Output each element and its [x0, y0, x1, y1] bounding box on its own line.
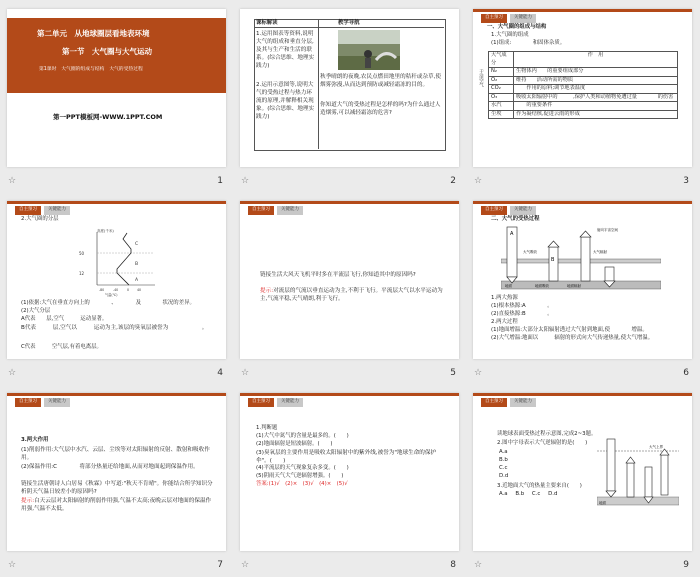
star-icon[interactable]: ☆: [474, 176, 483, 186]
sub-heading: 1.大气圈的组成: [491, 32, 529, 38]
slide-thumb-9[interactable]: [466, 384, 699, 576]
slide-number: 6: [683, 368, 689, 378]
weakening-effect: (1)削弱作用:大气层中水汽、云层、尘埃等对太阳辐射的反射、散射和吸收作用。: [21, 447, 210, 462]
question-3: 3.近地面大气的热量主要来自( ): [497, 483, 582, 489]
slide-9[interactable]: [473, 393, 692, 551]
hint-label: 提示:: [260, 288, 274, 294]
q2-option-b[interactable]: B.b: [499, 457, 508, 463]
farm-photo: [338, 30, 400, 70]
scenario-text: 秋季晴朗的夜晚,农民点燃田地里的秸秆或杂草,使烟雾弥漫,从而达到预防或减轻霜冻的目的。: [320, 74, 442, 89]
label-ground: 地面: [599, 501, 606, 505]
q3-option-c[interactable]: C.c: [531, 491, 541, 497]
dry-air-label: 干洁空气: [478, 69, 484, 87]
star-icon[interactable]: ☆: [8, 176, 17, 186]
standard-1: 1.运用图表等资料,说明大气的组成和垂直分层,及其与生产和生活的联系。(综合思维、地理实践力): [256, 31, 315, 70]
question-2: (2)大气分层: [21, 308, 51, 314]
label-top: 大气上界: [649, 445, 663, 449]
q2-option-d[interactable]: D.d: [499, 473, 509, 479]
item-2: (2)地面辐射是短波辐射。( ): [256, 441, 333, 447]
slide-8[interactable]: [240, 393, 459, 551]
label-ground-absorb: 地面吸收: [535, 284, 549, 288]
item-1: (1)大气中氮气的含量是最多的。( ): [256, 433, 349, 439]
star-icon[interactable]: ☆: [8, 368, 17, 378]
tab-ability: 关键能力: [44, 398, 70, 407]
slide-thumb-2[interactable]: [233, 0, 466, 192]
svg-text:40: 40: [137, 288, 142, 292]
slide-number: 5: [450, 368, 456, 378]
lesson-title: 第1课时 大气圈的组成与结构 大气的受热过程: [39, 67, 143, 72]
slide-thumb-1[interactable]: [0, 0, 233, 192]
slide-number: 7: [217, 560, 223, 570]
slide-5[interactable]: [240, 201, 459, 359]
q3-option-b[interactable]: B.b: [515, 491, 525, 497]
slide-thumb-7[interactable]: [0, 384, 233, 576]
label-A: A: [510, 231, 514, 237]
question-4: B代表 层,空气以 运动为主,该层的臭氧层被誉为 。: [21, 325, 208, 331]
tab-preview: 自主预习: [15, 398, 41, 407]
linkage-question: 链接生活大风天飞机平时多在平流层飞行,你知道其中的原因吗?: [260, 272, 416, 278]
slide-thumb-6[interactable]: [466, 192, 699, 384]
question-3: A代表 层,空气 运动显著。: [21, 316, 108, 322]
level-50: 50: [79, 251, 85, 256]
slide-thumb-3[interactable]: [466, 0, 699, 192]
answer-label: 答案:: [256, 481, 269, 487]
standard-2: 2.运用示意图等,说明大气的受热过程与热力环流的原理,并解释相关现象。(综合思维、地理实践力): [256, 82, 315, 121]
question-2: 2.图中字母表示大气逆辐射的是( ): [497, 440, 588, 446]
slide-7[interactable]: [7, 393, 226, 551]
q2-option-c[interactable]: C.c: [499, 465, 508, 471]
scenario-question: 你知道大气的受热过程是怎样的吗?为什么通过人造烟雾,可以减轻霜冻的危害?: [320, 102, 441, 117]
level-12: 12: [79, 271, 85, 276]
col-header-2: 教学导航: [338, 20, 360, 26]
tab-preview: 自主预习: [248, 398, 274, 407]
tab-preview: 自主预习: [481, 398, 507, 407]
unit-title: 第二单元 从地球圈层看地表环境: [37, 29, 150, 38]
hint-label: 提示:: [21, 498, 35, 504]
star-icon[interactable]: ☆: [241, 176, 250, 186]
slide-number: 1: [217, 176, 223, 186]
answer-line: [256, 481, 348, 489]
tab-preview: 自主预习: [481, 14, 507, 23]
item-4: (4)平流层的天气现象复杂多变。( ): [256, 465, 349, 471]
hint-block: [21, 497, 216, 513]
label-B: B: [551, 257, 555, 263]
slide-number: 4: [217, 368, 223, 378]
section-heading: 3.两大作用: [21, 437, 49, 443]
tab-ability: 关键能力: [510, 398, 536, 407]
line-1: 1.两大热源: [491, 295, 518, 301]
section-heading: 一、大气圈的组成与结构: [487, 24, 547, 30]
intro: 读地球表面受热过程示意图,完成2~3题。: [497, 431, 597, 437]
layer-C: C: [135, 242, 139, 247]
svg-text:-80: -80: [99, 288, 105, 292]
item-5: (5)阴雨天气大气逆辐射增强。( ): [256, 473, 344, 479]
slide-thumb-4[interactable]: [0, 192, 233, 384]
slide-number: 3: [683, 176, 689, 186]
slide-1[interactable]: [7, 9, 226, 167]
farm-photo-icon: [338, 30, 400, 70]
label-absorb: 大气吸收: [523, 250, 537, 254]
tab-ability: 关键能力: [44, 206, 70, 215]
svg-text:-40: -40: [113, 288, 119, 292]
line-4: 2.两大过程: [491, 319, 518, 325]
question-5: C代表 空气层,有着电离层。: [21, 344, 102, 350]
line-5: (1)地面增温:大部分太阳辐射透过大气射到地面,使 增温。: [491, 327, 648, 333]
tab-ability: 关键能力: [277, 206, 303, 215]
slide-number: 8: [450, 560, 456, 570]
label-space: 射向宇宙空间: [597, 228, 618, 232]
x-axis-label: 气温(℃): [105, 293, 118, 297]
star-icon[interactable]: ☆: [474, 368, 483, 378]
tab-ability: 关键能力: [277, 398, 303, 407]
section-heading: 2.大气圈的分层: [21, 216, 59, 222]
composition-line: (1)组成: 和固体杂质。: [491, 40, 566, 46]
line-3: (2)直接热源:B 。: [491, 311, 553, 317]
label-ground-rad: 地面辐射: [567, 284, 581, 288]
tab-preview: 自主预习: [481, 206, 507, 215]
q3-option-a[interactable]: A.a: [499, 491, 508, 497]
linkage-question: 链接生活唐朝诗人白居易《秋霖》中写道:"秋天不肯晴"。你能结合所学知识分析阴天气温日较差小的原因吗?: [21, 481, 213, 496]
footer-site: 第一PPT模板网-WWW.1PPT.COM: [53, 113, 163, 121]
y-axis-label: 高度(千米): [97, 229, 114, 233]
svg-text:0: 0: [127, 288, 130, 292]
slide-3[interactable]: [473, 9, 692, 167]
insulation-effect: (2)保温作用:C 将部分热量还给地面,从而对地面起到保温作用。: [21, 464, 199, 470]
hint-block: [260, 287, 445, 303]
q3-options: [499, 491, 557, 499]
star-icon[interactable]: ☆: [8, 560, 17, 570]
label-atm-rad: 大气辐射: [593, 250, 607, 254]
layer-A: A: [135, 278, 139, 283]
layer-B: B: [135, 262, 139, 267]
slide-thumb-8[interactable]: [233, 384, 466, 576]
hint-text: 对流层的气流以垂直运动为主,不利于飞行。平流层大气以水平运动为主,气流平稳,天气晴朗,利于飞行。: [260, 288, 443, 303]
heating-process-diagram: [501, 223, 661, 293]
star-icon[interactable]: ☆: [474, 560, 483, 570]
slide-6[interactable]: [473, 201, 692, 359]
label-ground: 地面: [505, 284, 512, 288]
tab-preview: 自主预习: [248, 206, 274, 215]
atmosphere-table: 大气成分 作 用 N₂ 生物体内 的重要组成部分 O₂ 维持 活动所需的物质 CO₂ 作用的原料;调节地表温度 O₃ 吸收太阳辐射中的 ,保护人类和动植物免遭过量 的伤害 水汽 的重要条件 尘埃 作为凝结核,促进云雨的形成: [488, 51, 678, 119]
line-6: (2)大气增温:地面以 辐射的形式向大气传递热量,使大气增温。: [491, 335, 654, 341]
slide-thumb-5[interactable]: [233, 192, 466, 384]
slide-number: 9: [683, 560, 689, 570]
col-header-1: 课标解读: [256, 20, 278, 26]
line-2: (1)根本热源:A 。: [491, 303, 553, 309]
star-icon[interactable]: ☆: [241, 560, 250, 570]
hint-text: 白天云层对太阳辐射的削弱作用强,气温不太高;夜晚云层对地面的保温作用强,气温不太低。: [21, 498, 212, 513]
tab-preview: 自主预习: [15, 206, 41, 215]
q2-option-a[interactable]: A.a: [499, 449, 508, 455]
section-heading: 二、大气的受热过程: [491, 216, 540, 222]
section-title: 第一节 大气圈与大气运动: [62, 47, 152, 56]
slide-number: 2: [450, 176, 456, 186]
tab-ability: 关键能力: [510, 206, 536, 215]
slide-2[interactable]: [240, 9, 459, 167]
item-3: (3)臭氧层的主要作用是吸收太阳辐射中的紫外线,被誉为"地球生命的保护伞"。( ): [256, 450, 437, 465]
tab-ability: 关键能力: [510, 14, 536, 23]
heating-diagram-small: [597, 437, 679, 509]
question-1: (1)依据:大气在垂直方向上的 、 及 状况的差异。: [21, 300, 195, 306]
atmosphere-layer-diagram: [77, 227, 157, 297]
star-icon[interactable]: ☆: [241, 368, 250, 378]
section-heading: 1.判断题: [256, 425, 278, 431]
q3-option-d[interactable]: D.d: [548, 491, 558, 497]
slide-4[interactable]: [7, 201, 226, 359]
answer-text: (1)√ (2)× (3)√ (4)× (5)√: [268, 481, 348, 487]
